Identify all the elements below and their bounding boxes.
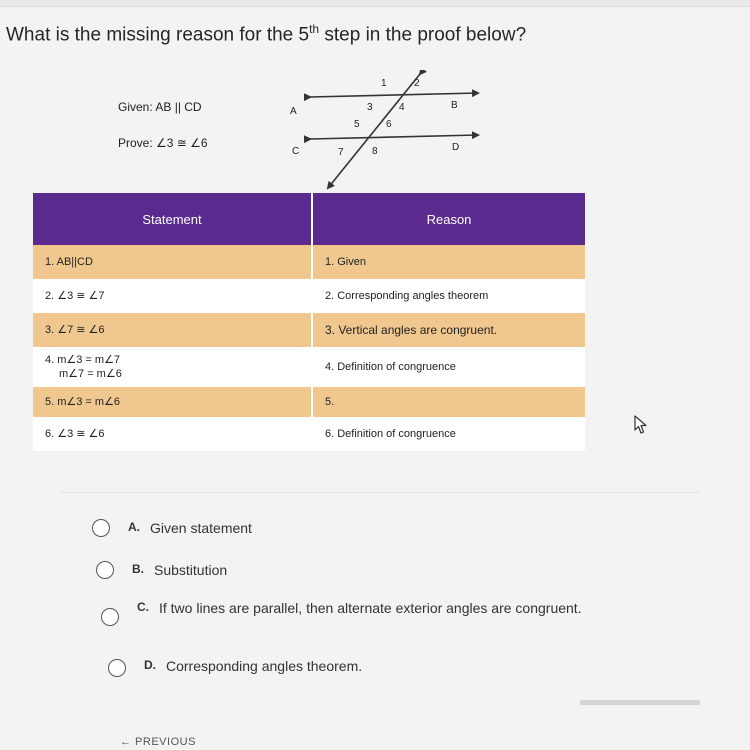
angle-label-4: 4 (399, 102, 405, 113)
choice-text: Corresponding angles theorem. (166, 658, 363, 674)
choice-text: If two lines are parallel, then alternate exterior angles are congruent. (159, 600, 582, 616)
table-row (33, 313, 585, 347)
angle-label-2: 2 (414, 78, 420, 89)
question-prefix: What is the missing reason for the 5 (6, 24, 310, 46)
parallel-lines-diagram (270, 70, 490, 200)
choice-text: Substitution (154, 562, 228, 578)
question-superscript: th (309, 22, 320, 36)
choice-letter: C. (137, 600, 149, 614)
mouse-cursor-icon (634, 415, 648, 435)
point-label-b: B (451, 100, 458, 111)
angle-label-8: 8 (372, 146, 378, 157)
choice-letter: A. (128, 520, 140, 534)
angle-label-6: 6 (386, 119, 392, 130)
table-row (33, 387, 585, 417)
choice-a[interactable] (92, 518, 252, 538)
statement-cell: 1. AB||CD (33, 245, 312, 279)
statement-cell: 5. m∠3 = m∠6 (33, 387, 312, 417)
previous-link[interactable]: ← PREVIOUS (120, 736, 196, 748)
given-statement: Given: AB || CD (118, 100, 202, 114)
statement-cell: 2. ∠3 ≅ ∠7 (33, 279, 312, 313)
statement-cell: 6. ∠3 ≅ ∠6 (33, 417, 312, 451)
angle-label-3: 3 (367, 102, 373, 113)
transversal (328, 74, 420, 188)
reason-cell: 3. Vertical angles are congruent. (312, 313, 585, 347)
question-text (6, 22, 606, 46)
reason-header: Reason (312, 193, 585, 245)
choice-c[interactable] (101, 598, 609, 626)
radio-c[interactable] (101, 608, 119, 626)
choice-b[interactable] (96, 560, 227, 580)
table-row (33, 245, 585, 279)
top-divider (0, 0, 750, 7)
line-ab (310, 93, 478, 97)
reason-cell: 5. (312, 387, 585, 417)
point-label-c: C (292, 146, 300, 157)
choice-d[interactable] (108, 656, 362, 677)
angle-label-7: 7 (338, 147, 344, 158)
table-row (33, 417, 585, 451)
choice-text: Given statement (150, 520, 252, 536)
point-label-a: A (290, 106, 297, 117)
reason-cell: 4. Definition of congruence (312, 347, 585, 387)
radio-a[interactable] (92, 519, 110, 537)
choice-letter: B. (132, 562, 144, 576)
table-row (33, 347, 585, 387)
angle-label-1: 1 (381, 78, 387, 89)
statement-line: m∠7 = m∠6 (59, 368, 122, 380)
point-label-d: D (452, 142, 460, 153)
proof-table (33, 193, 585, 451)
question-suffix: step in the proof below? (319, 24, 527, 46)
statement-line: 4. m∠3 = m∠7 (45, 354, 121, 366)
statement-cell (33, 347, 312, 387)
statement-header: Statement (33, 193, 312, 245)
reason-cell: 1. Given (312, 245, 585, 279)
reason-cell: 2. Corresponding angles theorem (312, 279, 585, 313)
statement-cell: 3. ∠7 ≅ ∠6 (33, 313, 312, 347)
choice-letter: D. (144, 658, 156, 672)
table-row (33, 279, 585, 313)
bottom-rule (580, 700, 700, 705)
radio-b[interactable] (96, 561, 114, 579)
angle-label-5: 5 (354, 119, 360, 130)
section-divider (60, 492, 700, 493)
radio-d[interactable] (108, 659, 126, 677)
line-cd (310, 135, 478, 139)
prove-statement: Prove: ∠3 ≅ ∠6 (118, 136, 208, 150)
reason-cell: 6. Definition of congruence (312, 417, 585, 451)
